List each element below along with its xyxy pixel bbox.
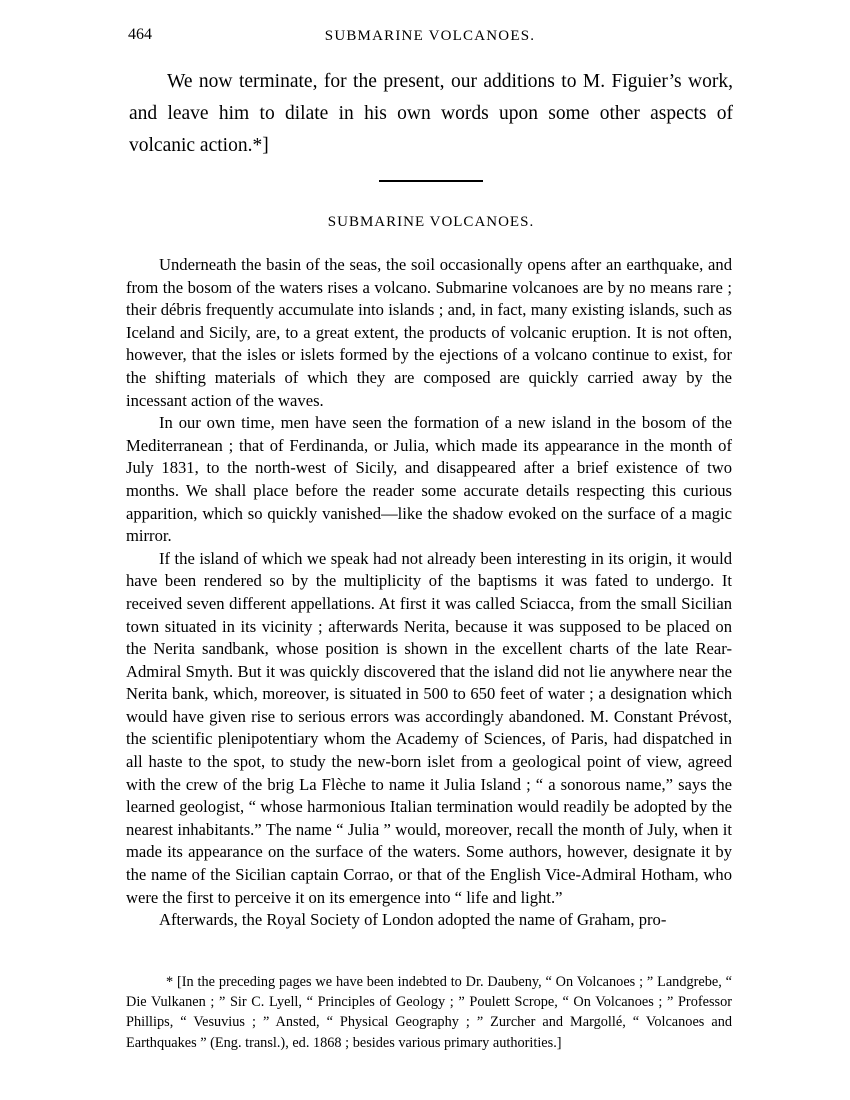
section-divider <box>379 180 483 182</box>
page-header <box>128 26 732 50</box>
paragraph-2: In our own time, men have seen the formation of a new island in the bosom of the Mediterranean ; that of Ferdinanda, or Julia, which made its appearance in the month of July 1831, to the north-west of Sicily, and disappeared after a brief existence of two months. We shall place before the reader some accurate details respecting this curious apparition, which so quickly vanished—like the shadow evoked on the surface of a magic mirror. <box>126 413 732 546</box>
paragraph-3: If the island of which we speak had not already been interesting in its origin, it would have been rendered so by the multiplicity of the baptisms it was fated to undergo. It received seven different appellations. At first it was called Sciacca, from the small Sicilian town situated in its vicinity ; afterwards Nerita, because it was supposed to be placed on the Nerita sandbank, whose position is shown in the excellent charts of the late Rear-Admiral Smyth. But it was quickly discovered that the island did not lie anywhere near the Nerita bank, which, moreover, is situated in 500 to 650 feet of water ; a designation which would have given rise to serious errors was accordingly abandoned. M. Constant Prévost, the scientific plenipotentiary whom the Academy of Sciences, of Paris, had dispatched in all haste to the spot, to study the new-born islet from a geological point of view, agreed with the crew of the brig La Flèche to name it Julia Island ; “ a sonorous name,” says the learned geologist, “ whose harmonious Italian termination would readily be adopted by the nearest inhabitants.” The name “ Julia ” would, moreover, recall the month of July, when it made its appearance on the surface of the waters. Some authors, however, designate it by the name of the Sicilian captain Corrao, or that of the English Vice-Admiral Hotham, who were the first to perceive it on its emergence into “ life and light.” <box>126 548 732 907</box>
body-text <box>126 254 732 932</box>
paragraph-4: Afterwards, the Royal Society of London adopted the name of Graham, pro- <box>159 910 667 930</box>
page-number: 464 <box>128 26 152 43</box>
running-title: SUBMARINE VOLCANOES. <box>324 28 536 44</box>
footnote <box>126 972 732 1053</box>
intro-text: We now terminate, for the present, our additions to M. Figuier’s work, and leave him to dilate in his own words upon some other aspects of volcanic action.*] <box>129 71 733 156</box>
section-title: SUBMARINE VOLCANOES. <box>327 214 535 230</box>
intro-paragraph <box>129 66 733 162</box>
footnote-text: * [In the preceding pages we have been indebted to Dr. Daubeny, “ On Volcanoes ; ” Landgrebe, “ Die Vulkanen ; ” Sir C. Lyell, “ Principles of Geology ; ” Poulett Scrope, “ On Volcanoes ; ” Professor Phillips, “ Vesuvius ; ” Ansted, “ Physical Geography ; ” Zurcher and Margollé, “ Volcanoes and Earthquakes ” (Eng. transl.), ed. 1868 ; besides various primary authorities.] <box>126 974 732 1051</box>
paragraph-1: Underneath the basin of the seas, the soil occasionally opens after an earthquake, and from the bosom of the waters rises a volcano. Submarine volcanoes are by no means rare ; their débris frequently accumulate into islands ; and, in fact, many existing islands, such as Iceland and Sicily, are, to a great extent, the products of volcanic eruption. It is not often, however, that the isles or islets formed by the ejections of a volcano continue to exist, for the shifting materials of which they are composed are quickly carried away by the incessant action of the waves. <box>126 255 732 410</box>
